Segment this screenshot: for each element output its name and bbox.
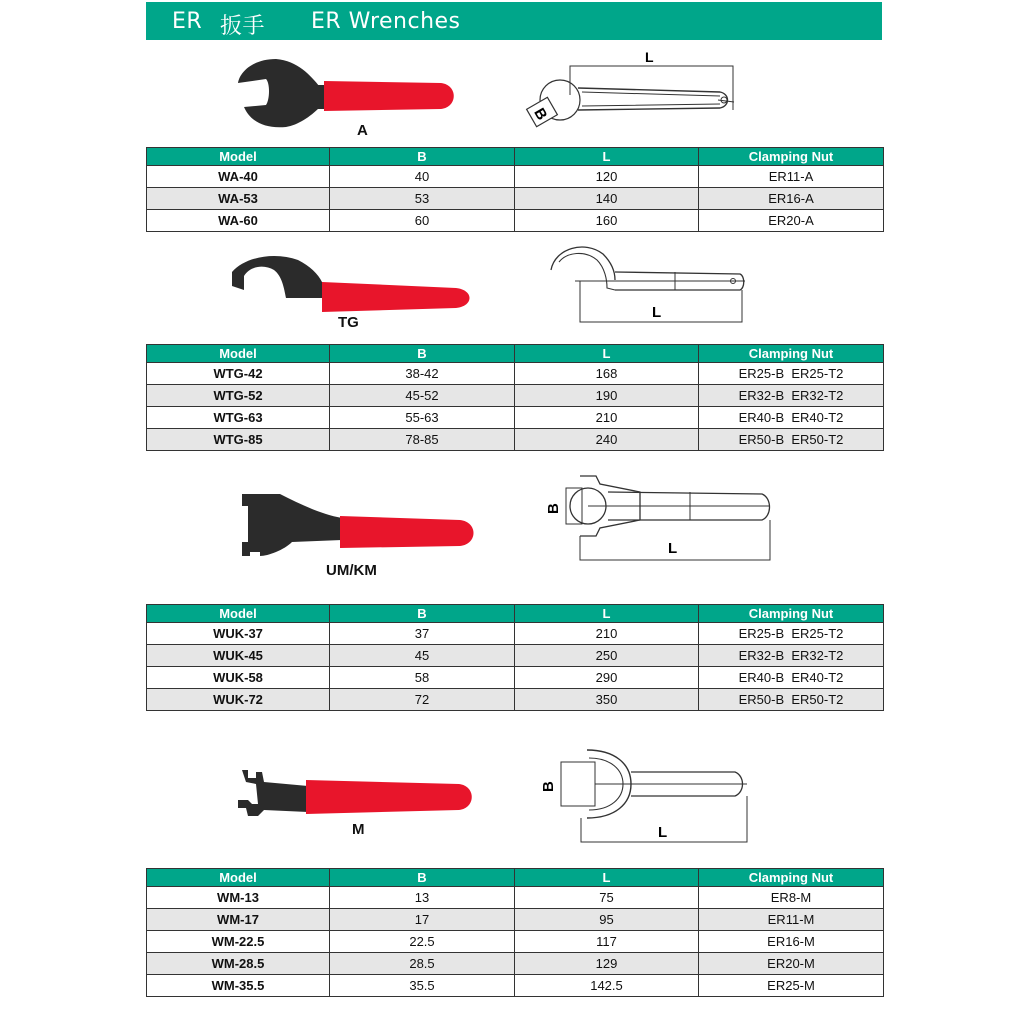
wrench-a-photo (236, 55, 461, 135)
cell-nut: ER50-B ER50-T2 (699, 429, 884, 451)
type-label-tg: TG (338, 314, 359, 331)
table-row (147, 975, 884, 997)
table-row (147, 210, 884, 232)
diagram-b-label-m: B (540, 781, 557, 792)
cell-l: 250 (515, 645, 699, 667)
table-row (147, 645, 884, 667)
wrench-m-photo (234, 768, 479, 818)
cell-model: WTG-63 (147, 407, 330, 429)
table-row (147, 953, 884, 975)
cell-b: 37 (330, 623, 515, 645)
cell-nut: ER40-B ER40-T2 (699, 407, 884, 429)
wrench-tg-photo (226, 252, 476, 312)
cell-b: 60 (330, 210, 515, 232)
cell-l: 240 (515, 429, 699, 451)
cell-nut: ER50-B ER50-T2 (699, 689, 884, 711)
cell-b: 22.5 (330, 931, 515, 953)
diagram-l-label-tg: L (652, 304, 662, 321)
cell-l: 210 (515, 407, 699, 429)
cell-model: WA-53 (147, 188, 330, 210)
cell-model: WUK-72 (147, 689, 330, 711)
cell-model: WTG-42 (147, 363, 330, 385)
table-row (147, 407, 884, 429)
wrench-tg-diagram (545, 240, 745, 330)
cell-l: 95 (515, 909, 699, 931)
cell-model: WA-60 (147, 210, 330, 232)
cell-nut: ER11-A (699, 166, 884, 188)
cell-model: WUK-37 (147, 623, 330, 645)
cell-model: WUK-45 (147, 645, 330, 667)
page-banner (146, 2, 882, 40)
banner-title-cn: 扳手 (220, 14, 266, 39)
table-row (147, 188, 884, 210)
col-header-model: Model (147, 345, 330, 363)
cell-l: 117 (515, 931, 699, 953)
cell-nut: ER8-M (699, 887, 884, 909)
cell-l: 168 (515, 363, 699, 385)
spec-table-a (146, 147, 884, 232)
diagram-b-label-umkm: B (545, 503, 562, 514)
cell-l: 350 (515, 689, 699, 711)
banner-prefix: ER (172, 9, 203, 34)
cell-l: 129 (515, 953, 699, 975)
cell-l: 120 (515, 166, 699, 188)
cell-b: 35.5 (330, 975, 515, 997)
col-header-model: Model (147, 605, 330, 623)
cell-model: WUK-58 (147, 667, 330, 689)
diagram-l-label-a: L (645, 50, 654, 65)
table-row (147, 385, 884, 407)
cell-model: WM-28.5 (147, 953, 330, 975)
cell-b: 38-42 (330, 363, 515, 385)
cell-nut: ER32-B ER32-T2 (699, 385, 884, 407)
col-header-b: B (330, 605, 515, 623)
cell-l: 160 (515, 210, 699, 232)
table-row (147, 363, 884, 385)
spec-table-umkm (146, 604, 884, 711)
table-row (147, 166, 884, 188)
col-header-l: L (515, 869, 699, 887)
cell-b: 58 (330, 667, 515, 689)
cell-b: 72 (330, 689, 515, 711)
cell-l: 290 (515, 667, 699, 689)
wrench-a-diagram (520, 50, 750, 140)
cell-b: 45 (330, 645, 515, 667)
cell-l: 140 (515, 188, 699, 210)
col-header-clamping-nut: Clamping Nut (699, 869, 884, 887)
cell-nut: ER25-B ER25-T2 (699, 363, 884, 385)
cell-b: 78-85 (330, 429, 515, 451)
cell-nut: ER16-A (699, 188, 884, 210)
cell-model: WA-40 (147, 166, 330, 188)
col-header-l: L (515, 605, 699, 623)
cell-b: 53 (330, 188, 515, 210)
type-label-m: M (352, 821, 365, 838)
col-header-clamping-nut: Clamping Nut (699, 345, 884, 363)
table-row (147, 623, 884, 645)
table-row (147, 689, 884, 711)
cell-model: WTG-85 (147, 429, 330, 451)
col-header-clamping-nut: Clamping Nut (699, 605, 884, 623)
cell-b: 17 (330, 909, 515, 931)
cell-nut: ER25-B ER25-T2 (699, 623, 884, 645)
cell-l: 75 (515, 887, 699, 909)
cell-l: 190 (515, 385, 699, 407)
col-header-l: L (515, 345, 699, 363)
cell-nut: ER16-M (699, 931, 884, 953)
type-label-a: A (357, 122, 368, 139)
cell-model: WM-35.5 (147, 975, 330, 997)
diagram-b-label-a: B (530, 105, 551, 124)
cell-nut: ER40-B ER40-T2 (699, 667, 884, 689)
wrench-umkm-diagram (540, 470, 780, 565)
table-row (147, 909, 884, 931)
table-row (147, 887, 884, 909)
cell-b: 45-52 (330, 385, 515, 407)
cell-model: WM-17 (147, 909, 330, 931)
col-header-model: Model (147, 869, 330, 887)
table-row (147, 931, 884, 953)
cell-b: 55-63 (330, 407, 515, 429)
cell-nut: ER11-M (699, 909, 884, 931)
cell-b: 13 (330, 887, 515, 909)
cell-nut: ER20-M (699, 953, 884, 975)
cell-model: WM-13 (147, 887, 330, 909)
spec-table-m (146, 868, 884, 997)
col-header-l: L (515, 148, 699, 166)
cell-nut: ER20-A (699, 210, 884, 232)
cell-nut: ER25-M (699, 975, 884, 997)
cell-model: WTG-52 (147, 385, 330, 407)
col-header-clamping-nut: Clamping Nut (699, 148, 884, 166)
wrench-m-diagram (535, 742, 760, 844)
cell-b: 28.5 (330, 953, 515, 975)
cell-l: 142.5 (515, 975, 699, 997)
diagram-l-label-umkm: L (668, 540, 678, 557)
col-header-b: B (330, 869, 515, 887)
banner-title-en: ER Wrenches (311, 9, 461, 34)
col-header-model: Model (147, 148, 330, 166)
diagram-l-label-m: L (658, 824, 668, 841)
col-header-b: B (330, 148, 515, 166)
cell-b: 40 (330, 166, 515, 188)
type-label-umkm: UM/KM (326, 562, 377, 579)
spec-table-tg (146, 344, 884, 451)
wrench-umkm-photo (240, 492, 480, 562)
table-row (147, 667, 884, 689)
table-row (147, 429, 884, 451)
col-header-b: B (330, 345, 515, 363)
cell-model: WM-22.5 (147, 931, 330, 953)
cell-l: 210 (515, 623, 699, 645)
cell-nut: ER32-B ER32-T2 (699, 645, 884, 667)
